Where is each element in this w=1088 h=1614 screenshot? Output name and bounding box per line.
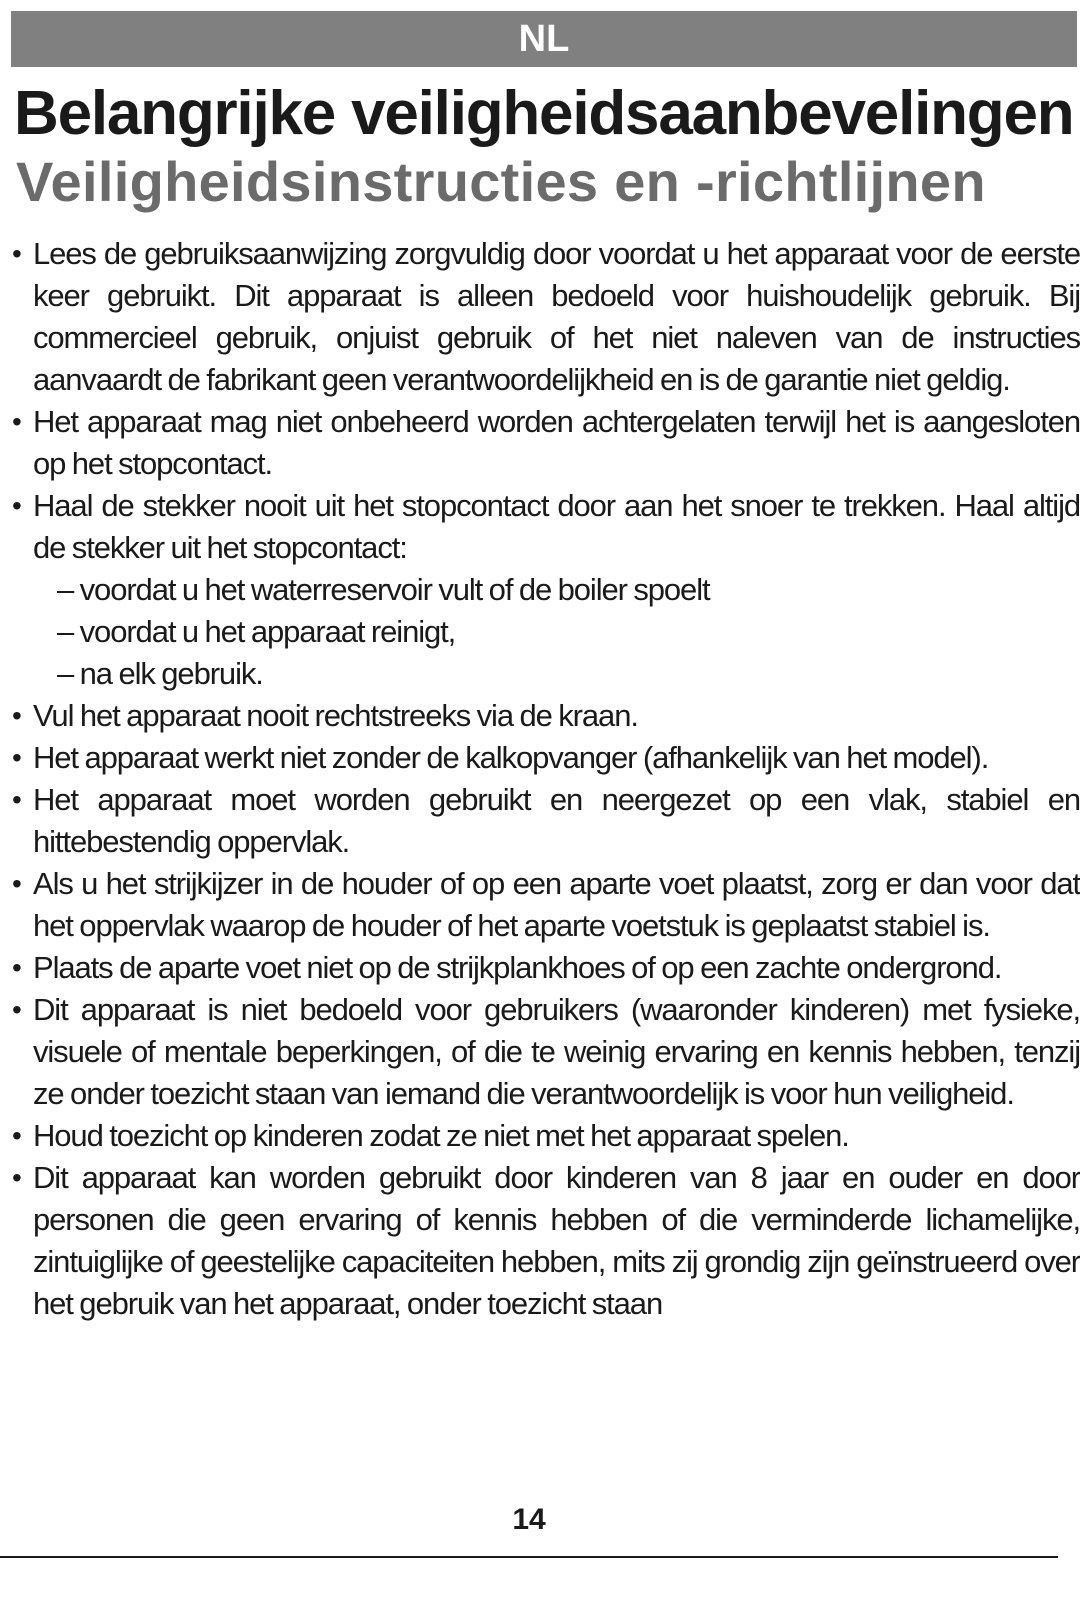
page-number: 14: [512, 1503, 546, 1536]
footer-divider: [0, 1556, 1058, 1558]
sub-list-item: – voordat u het waterreservoir vult of de boiler spoelt: [57, 572, 710, 607]
bullet-icon: •: [12, 952, 21, 983]
list-item: [12, 989, 1080, 1115]
list-item: [12, 863, 1080, 947]
list-item: [12, 779, 1080, 863]
list-item-text: Dit apparaat kan worden gebruikt door kinderen van 8 jaar en ouder en door personen die geen ervaring of kennis hebben of die verminderde lichamelijke, zintuiglijke of geestelijke capaciteiten hebben, mits zij grondig zijn geïnstrueerd over het gebruik van het apparaat, onder toezicht staan: [33, 1160, 1080, 1321]
list-item-text: Haal de stekker nooit uit het stopcontact door aan het snoer te trekken. Haal altijd de stekker uit het stopcontact:: [33, 488, 1080, 565]
list-item-text: Als u het strijkijzer in de houder of op een aparte voet plaatst, zorg er dan voor dat het oppervlak waarop de houder of het aparte voetstuk is geplaatst stabiel is.: [33, 866, 1080, 943]
sub-list: [33, 569, 1080, 695]
list-item-text: Het apparaat moet worden gebruikt en neergezet op een vlak, stabiel en hittebestendig oppervlak.: [33, 782, 1080, 859]
bullet-icon: •: [12, 238, 21, 269]
bullet-icon: •: [12, 490, 21, 521]
bullet-icon: •: [12, 1162, 21, 1193]
bullet-icon: •: [12, 784, 21, 815]
list-item: [12, 1157, 1080, 1325]
list-item: [12, 737, 1080, 779]
sub-list-item: – na elk gebruik.: [57, 656, 263, 691]
bullet-icon: •: [12, 406, 21, 437]
list-item-text: Vul het apparaat nooit rechtstreeks via de kraan.: [33, 698, 638, 733]
bullet-icon: •: [12, 742, 21, 773]
list-item: [12, 695, 1080, 737]
bullet-icon: •: [12, 1120, 21, 1151]
language-code: NL: [518, 18, 570, 60]
language-header-bar: [11, 11, 1077, 67]
list-item-text: Plaats de aparte voet niet op de strijkplankhoes of op een zachte ondergrond.: [33, 950, 1002, 985]
list-item: [12, 947, 1080, 989]
bullet-icon: •: [12, 700, 21, 731]
instruction-list: [12, 233, 1080, 1325]
list-item-text: Houd toezicht op kinderen zodat ze niet met het apparaat spelen.: [33, 1118, 849, 1153]
list-item-text: Lees de gebruiksaanwijzing zorgvuldig door voordat u het apparaat voor de eerste keer gebruikt. Dit apparaat is alleen bedoeld voor huishoudelijk gebruik. Bij commercieel gebruik, onjuist gebruik of het niet naleven van de instructies aanvaardt de fabrikant geen verantwoordelijkheid en is de garantie niet geldig.: [33, 236, 1080, 397]
list-item: [12, 485, 1080, 695]
sub-list-item: – voordat u het apparaat reinigt,: [57, 614, 456, 649]
bullet-icon: •: [12, 868, 21, 899]
list-item: [12, 401, 1080, 485]
list-item-text: Het apparaat werkt niet zonder de kalkopvanger (afhankelijk van het model).: [33, 740, 989, 775]
list-item: [12, 1115, 1080, 1157]
list-item-text: Dit apparaat is niet bedoeld voor gebruikers (waaronder kinderen) met fysieke, visuele of mentale beperkingen, of die te weinig ervaring en kennis hebben, tenzij ze onder toezicht staan van iemand die verantwoordelijk is voor hun veiligheid.: [33, 992, 1080, 1111]
list-item: [12, 233, 1080, 401]
safety-instructions-body: [12, 233, 1080, 1465]
page-title: Belangrijke veiligheidsaanbevelingen: [14, 79, 1074, 148]
page-subtitle: Veiligheidsinstructies en -richtlijnen: [16, 150, 986, 213]
bullet-icon: •: [12, 994, 21, 1025]
list-item-text: Het apparaat mag niet onbeheerd worden achtergelaten terwijl het is aangesloten op het stopcontact.: [33, 404, 1080, 481]
